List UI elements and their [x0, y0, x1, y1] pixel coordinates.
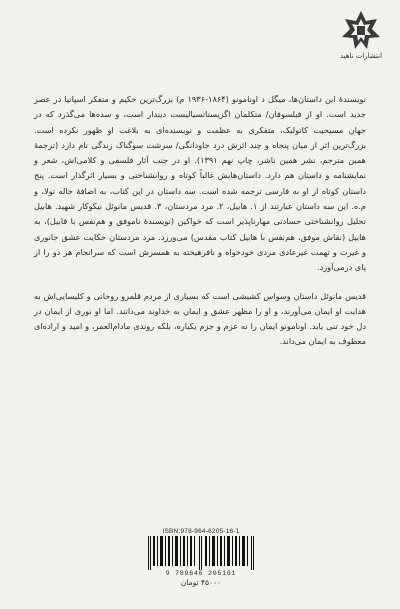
back-cover-text [34, 92, 366, 363]
barcode-block [140, 528, 262, 587]
paragraph: نویسندهٔ این داستان‌ها، میگل د اونامونو (۱۸۶۴-۱۹۳۶ م) بزرگ‌ترین حکیم و متفکر اسپانیا در عصر جدید است. او از فیلسوفان/ متکلمان اگزیستانسیالیست دیندار است، و سده‌ها می‌گذرد که در جهان مسیحیت کاتولیک، متفکری به عظمت و نویسنده‌ای به بلاغت او ظهور نکرده است. بزرگ‌ترین اثر از میان پنجاه و چند اثرش درد جاودانگی/ سرشت سوگناک زندگی نام دارد (ترجمهٔ همین مترجم، نشر همین ناشر، چاپ نهم ۱۳۹۱). او در جنب آثار فلسفی و کلامی‌اش، شعر و نمایشنامه و داستان هم دارد. داستان‌هایش غالباً کوتاه و روانشناختی و بسیار اثرگذار است. پنج داستان کوتاه از او به فارسی ترجمه شده است. سه داستان در این کتاب، به اضافهٔ خاله تولا، و م.ه. این سه داستان عبارتند از ۱. هابیل، ۲. مرد مردستان، ۳. قدیس مانوئل نیکوکار شهید. هابیل تحلیل روانشناختی حسادتی مهارناپذیر است که خواکین (نویسندهٔ ناموفق و هم‌نفس با قابیل)، به هابیل (نقاش موفق، هم‌نفس با هابیل کتاب مقدس) می‌ورزد. مرد مردستان حکایت عشق جانوری و غیرت و تهمت غیرعادی مردی خودخواه و نافرهیخته به همسرش است که سرانجام هر دو را از پای درمی‌آورد. [34, 94, 366, 273]
paragraph: قدیس مانوئل داستان وسواس کشیشی است که بسیاری از مردم قلمرو روحانی و کلیسایی‌اش به هدایت او ایمان می‌آورند، و او را مظهر عشق و ایمان به خداوند می‌دانند. اما او نوری از ایمان در دل خود تنی یابد. اونامونو ایمان را نه عزم و جزم یکباره، بلکه روندی مادام‌العمر، و امید و اراده‌ای معطوف به ایمان می‌داند. [34, 290, 366, 347]
isbn-label: ISBN:978-964-6205-16-1 [162, 528, 240, 535]
barcode-icon [146, 536, 256, 570]
price-label: ۴۵۰۰۰ تومان [180, 578, 222, 587]
star-logo-icon [341, 10, 381, 50]
publisher-name: انتشارات ناهید [339, 52, 383, 60]
barcode-digits: 9 789646 205161 [165, 570, 237, 577]
publisher-logo [334, 10, 388, 60]
